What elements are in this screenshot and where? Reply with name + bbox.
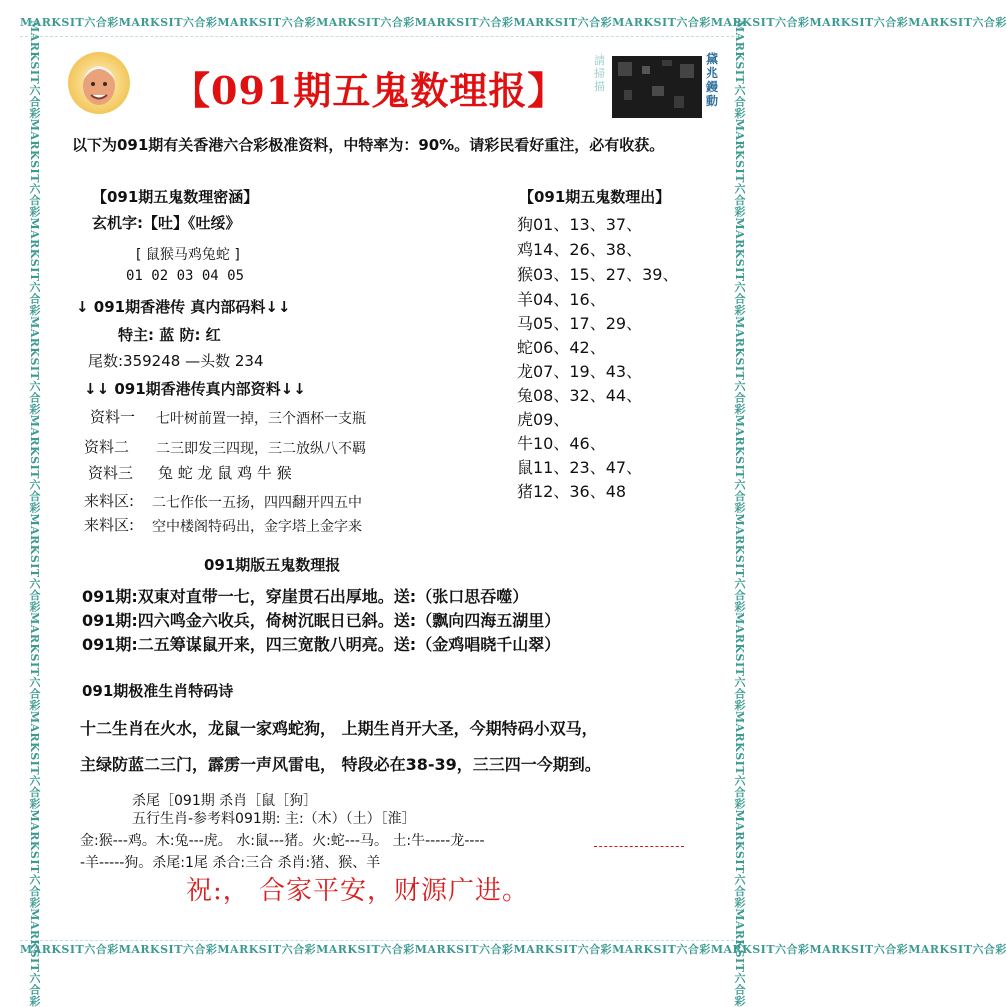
watermark-right: MARKSIT六合彩MARKSIT六合彩MARKSIT六合彩MARKSIT六合彩MARKSIT六合彩MARKSIT六合彩MARKSIT六合彩MARKSIT六合彩MARKSIT六合彩MARKSIT六合彩	[733, 20, 746, 1007]
blessing-text: 祝:， 合家平安，财源广进。	[186, 876, 530, 906]
info-text: 二七作伥一五扬，四四翻开四五中	[152, 495, 362, 511]
internal-info-heading: ↓↓ 091期香港传真内部资料↓↓	[84, 380, 306, 398]
info-label: 资料一	[90, 408, 136, 426]
edition-line: 091期:四六鸣金六收兵，倚树沉眠日已斜。送:（飘向四海五湖里）	[82, 611, 561, 630]
zodiac-number-item: 虎09、	[517, 410, 570, 429]
info-label: 资料二	[84, 438, 130, 456]
secret-heading: 【091期五鬼数理密涵】	[92, 188, 259, 206]
poem-line: 主绿防蓝二三门，霹雳一声风雷电， 特段必在38-39，三三四一今期到。	[80, 755, 601, 774]
zodiac-number-item: 猪12、36、48	[517, 482, 627, 501]
edition-line: 091期:双東对直带一七，穿崖贯石出厚地。送:（张口思吞噬）	[82, 587, 529, 606]
zodiac-number-item: 猴03、15、27、39、	[517, 265, 679, 284]
watermark-bottom: MARKSIT六合彩MARKSIT六合彩MARKSIT六合彩MARKSIT六合彩MARKSIT六合彩MARKSIT六合彩MARKSIT六合彩MARKSIT六合彩MARKSIT六合彩MARKSIT六合彩	[20, 940, 744, 963]
main-defense: 特主: 蓝 防: 红	[118, 326, 221, 344]
red-dash-mark	[594, 832, 684, 847]
info-label: 资料三	[88, 464, 134, 482]
xuanji-text: 玄机字:【吐】《吐绥》	[92, 214, 241, 232]
info-label: 来料区:	[84, 516, 135, 534]
zodiac-number-item: 龙07、19、43、	[517, 362, 643, 381]
elements-line: 金:猴---鸡。木:兔---虎。 水:鼠---猪。火:蛇---马。 土:牛-----龙----	[80, 833, 485, 849]
watermark-top: MARKSIT六合彩MARKSIT六合彩MARKSIT六合彩MARKSIT六合彩MARKSIT六合彩MARKSIT六合彩MARKSIT六合彩MARKSIT六合彩MARKSIT六合彩MARKSIT六合彩	[20, 14, 744, 37]
kill-line: 杀尾［091期 杀肖［鼠［狗］	[132, 793, 318, 809]
wuxing-line: 五行生肖-参考料091期: 主:（木）（土）［淮］	[132, 811, 416, 827]
zodiac-set: [ 鼠猴马鸡兔蛇 ]	[136, 247, 240, 263]
zodiac-number-item: 兔08、32、44、	[517, 386, 643, 405]
edition-line: 091期:二五筹谋鼠开来，四三宽散八明亮。送:（金鸡唱晓千山翠）	[82, 635, 561, 654]
zodiac-number-item: 羊04、16、	[517, 290, 606, 309]
number-set: 01 02 03 04 05	[126, 268, 245, 284]
zodiac-number-item: 狗01、13、37、	[517, 215, 643, 234]
watermark-left: MARKSIT六合彩MARKSIT六合彩MARKSIT六合彩MARKSIT六合彩MARKSIT六合彩MARKSIT六合彩MARKSIT六合彩MARKSIT六合彩MARKSIT六合彩MARKSIT六合彩	[28, 20, 41, 1007]
elements-line: -羊-----狗。杀尾:1尾 杀合:三合 杀肖:猪、猴、羊	[80, 855, 381, 871]
info-text: 二三即发三四现，三二放纵八不羁	[156, 441, 366, 457]
zodiac-number-item: 牛10、46、	[517, 434, 606, 453]
zodiac-number-item: 鸡14、26、38、	[517, 240, 643, 259]
info-text: 兔 蛇 龙 鼠 鸡 牛 猴	[158, 464, 292, 482]
info-text: 七叶树前置一掉，三个酒杯一支瓶	[156, 411, 366, 427]
internal-code-heading: ↓ 091期香港传 真内部码料↓↓	[76, 298, 291, 316]
page-title: 【091期五鬼数理报】	[172, 68, 567, 113]
result-heading: 【091期五鬼数理出】	[519, 188, 671, 206]
zodiac-number-item: 蛇06、42、	[517, 338, 606, 357]
zodiac-number-item: 马05、17、29、	[517, 314, 643, 333]
qr-label: 黛兆鏝動	[706, 52, 719, 108]
qr-code	[612, 56, 702, 118]
poem-heading: 091期极准生肖特码诗	[82, 682, 234, 700]
edition-heading: 091期版五鬼数理报	[204, 556, 341, 574]
info-text: 空中楼阁特码出，金字塔上金字来	[152, 519, 362, 535]
info-label: 来料区:	[84, 492, 135, 510]
poem-line: 十二生肖在火水，龙鼠一家鸡蛇狗， 上期生肖开大圣，今期特码小双马，	[80, 719, 598, 738]
tail-head-numbers: 尾数:359248 —头数 234	[88, 352, 264, 370]
avatar-image	[68, 52, 130, 114]
zodiac-number-item: 鼠11、23、47、	[517, 458, 643, 477]
intro-text: 以下为091期有关香港六合彩极准资料，中特率为：90%。请彩民看好重注，必有收获。	[72, 136, 665, 154]
qr-side-text: 請掃描	[594, 54, 605, 93]
